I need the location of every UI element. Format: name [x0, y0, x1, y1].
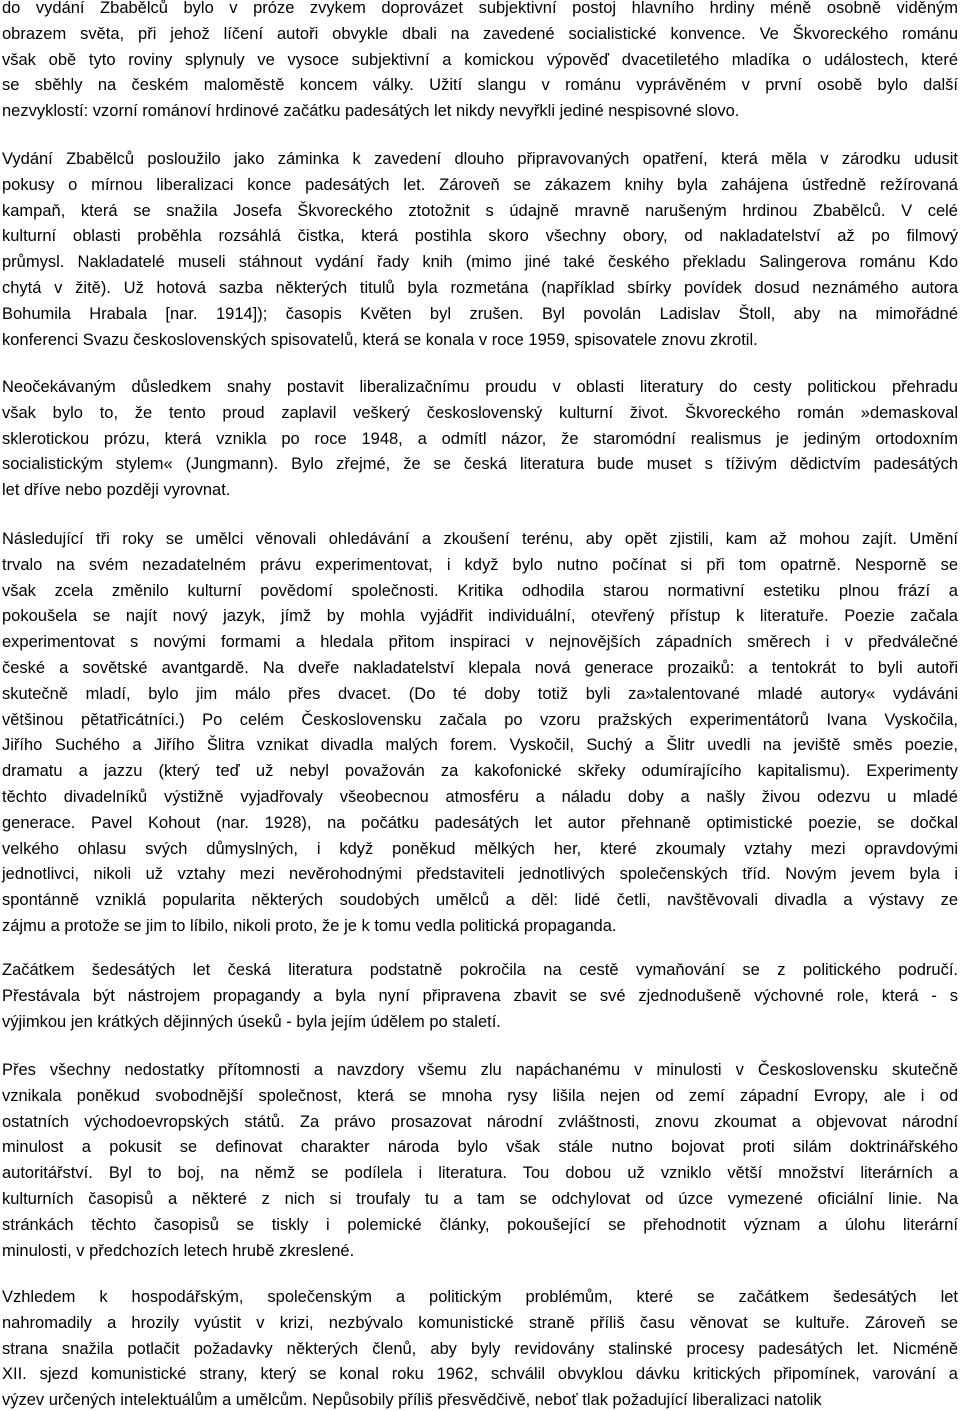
text-line: dramatu a jazzu (který teď už nebyl považován za kakofonické skřeky odumírajícího kapitalismu). Experimenty: [2, 762, 958, 781]
paragraph: [2, 527, 958, 940]
paragraph: [2, 147, 958, 353]
text-line: ostatních východoevropských států. Za právo prosazovat národní zvláštnosti, znovu zkoumat a objevovat národní: [2, 1112, 958, 1131]
text-line: Přes všechny nedostatky přítomnosti a navzdory všemu zlu napáchanému v minulosti v Československu skutečně: [2, 1061, 958, 1079]
text-line: zájmu a protože se jim to líbilo, nikoli proto, že je k tomu vedla politická propaganda.: [2, 916, 617, 935]
paragraph: [2, 1285, 958, 1411]
text-line: však obě tyto roviny splynuly ve vysoce subjektivní a komickou výpověď dvacetiletého mladíka o událostech, které: [2, 50, 958, 69]
text-line: skutečně mladí, bylo jim málo přes dvacet. (Do té doby totiž byli za»talentované mladé autory« vydáváni: [2, 684, 958, 703]
text-line: Vzhledem k hospodářským, společenským a politickým problémům, které se začátkem šedesátých let: [2, 1288, 958, 1306]
text-line: však zcela změnilo kulturní povědomí společnosti. Kritika odhodila starou normativní estetiku plnou frází a: [2, 581, 958, 600]
text-line: výjimkou jen krátkých dějinných úseků - byla jejím údělem po staletí.: [2, 1012, 501, 1031]
text-line: Vydání Zbabělců posloužilo jako záminka k zavedení dlouho připravovaných opatření, která měla v zárodku udusit: [2, 150, 958, 168]
text-line: socialistickým stylem« (Jungmann). Bylo zřejmé, že se česká literatura bude muset s tíživým dědictvím padesátých: [2, 455, 958, 474]
text-line: do vydání Zbabělců bylo v próze zvykem doprovázet subjektivní postoj hlavního hrdiny méně osobně viděným: [2, 0, 958, 17]
text-line: let dříve nebo později vyrovnat.: [2, 481, 231, 500]
text-line: chytá v žitě). Už hotová sazba některých titulů byla rozmetána (například sbírky povídek dosud neznámého autora: [2, 278, 958, 297]
paragraph: [2, 375, 958, 504]
text-line: jednotlivci, nikoli už vztahy mezi nevěrohodnými představiteli jednotlivých společenských tříd. Novým jevem byla i: [2, 865, 958, 884]
text-line: XII. sjezd komunistické strany, který se konal roku 1962, schválil obvyklou dávku kritických připomínek, varování a: [2, 1365, 958, 1384]
text-line: se sběhly na českém maloměstě koncem války. Užití slangu v románu vyprávěném v první osobě bylo další: [2, 76, 958, 95]
text-line: experimentovat s novými formami a hledala přitom inspiraci v nejnovějších západních směrech i v předválečné: [2, 633, 958, 652]
text-line: však bylo to, že tento proud zaplavil veškerý československý kulturní život. Škvoreckého román »demaskoval: [2, 403, 958, 422]
text-line: nahromadily a hrozily vyústit v krizi, nezbývalo komunistické straně příliš času věnovat se kultuře. Zároveň se: [2, 1313, 958, 1332]
text-line: Neočekávaným důsledkem snahy postavit liberalizačnímu proudu v oblasti literatury do cesty politickou přehradu: [2, 378, 958, 396]
paragraph: [2, 958, 958, 1035]
text-line: Přestávala být nástrojem propagandy a byla nyní připravena zbavit se své zjednodušeně výchovné role, která - s: [2, 986, 958, 1005]
text-line: sklerotickou prózu, která vznikla po roce 1948, a odmítl názor, že staromódní realismus je jediným ortodoxním: [2, 429, 958, 448]
text-line: pokusy o mírnou liberalizaci konce padesátých let. Zároveň se zákazem knihy byla zahájena ústředně režírovaná: [2, 175, 958, 194]
text-line: strana snažila potlačit požadavky některých členů, aby byly revidovány stalinské procesy padesátých let. Nicméně: [2, 1339, 958, 1358]
text-line: autoritářství. Byl to boj, na němž se podílela i literatura. Tou dobou už vzniklo větší množství literárních a: [2, 1164, 958, 1183]
text-line: velkého ohlasu svých důmyslných, i když poněkud mělkých her, které zkoumaly vztahy mezi opravdovými: [2, 839, 958, 858]
paragraph: [2, 1058, 958, 1264]
text-line: výzev určených intelektuálům a umělcům. Nepůsobily příliš přesvědčivě, neboť tlak požadující liberalizaci natolik: [2, 1391, 822, 1410]
text-line: konferenci Svazu československých spisovatelů, která se konala v roce 1959, spisovatele znovu zkrotil.: [2, 330, 758, 349]
text-line: kampaň, která se snažila Josefa Škvoreckého ztotožnit s údajně mravně narušeným hrdinou Zbabělců. V celé: [2, 201, 958, 220]
text-line: pokoušela se najít nový jazyk, jímž by mohla vyjádřit individuální, otevřený přístup k literatuře. Poezie začala: [2, 607, 958, 626]
text-line: minulosti, v předchozích letech hrubě zkreslené.: [2, 1241, 355, 1260]
text-line: Následující tři roky se umělci věnovali ohledávání a zkoušení terénu, aby opět zjistili, kam až mohou zajít. Umění: [2, 530, 958, 548]
text-line: těchto divadelníků výstižně vyjadřovaly všeobecnou atmosféru a náladu doby a našly živou odezvu u mladé: [2, 787, 958, 806]
text-line: trvalo na svém nezadatelném právu experimentovat, i když bylo nutno počínat si při tom opatrně. Nesporně se: [2, 555, 958, 574]
text-line: nezvyklostí: vzorní románoví hrdinové začátku padesátých let nikdy nevyřkli jediné nespisovné slovo.: [2, 102, 740, 121]
text-line: Začátkem šedesátých let česká literatura podstatně pokročila na cestě vymaňování se z politického područí.: [2, 961, 958, 979]
text-line: minulost a pokusit se definovat charakter národa bylo však stále nutno bojovat proti silám doktrinářského: [2, 1138, 958, 1157]
paragraph: [2, 0, 958, 125]
text-line: spontánně vzniklá popularita některých soudobých umělců a děl: lidé četli, navštěvovali divadla a výstavy ze: [2, 891, 958, 910]
text-line: většinou pětatřicátníci.) Po celém Československu začala po vzoru pražských experimentátorů Ivana Vyskočila,: [2, 710, 958, 729]
text-line: obrazem světa, při jehož líčení autoři obvykle dbali na zavedené socialistické konvence. Ve Škvoreckého románu: [2, 24, 958, 43]
text-line: průmysl. Nakladatelé museli stáhnout vydání řady knih (mimo jiné také českého překladu Salingerova románu Kdo: [2, 253, 958, 272]
text-line: generace. Pavel Kohout (nar. 1928), na počátku padesátých let autor přehnaně optimistické poezie, se dočkal: [2, 813, 958, 832]
text-line: kulturní oblasti proběhla rozsáhlá čistka, která postihla skoro všechny obory, od nakladatelství až po filmový: [2, 227, 958, 246]
text-line: Bohumila Hrabala [nar. 1914]); časopis Květen byl zrušen. Byl povolán Ladislav Štoll, aby na mimořádné: [2, 304, 958, 323]
text-line: vznikala poněkud svobodnější společnost, která se mnoha rysy lišila nejen od zemí západní Evropy, ale i od: [2, 1086, 958, 1105]
text-line: Jiřího Suchého a Jiřího Šlitra vznikat divadla malých forem. Vyskočil, Suchý a Šlitr uvedli na jeviště směs poezie,: [2, 736, 958, 755]
text-line: stránkách těchto časopisů se tiskly i polemické články, pokoušející se přehodnotit význam a úlohu literární: [2, 1215, 958, 1234]
text-line: české a sovětské avantgardě. Na dveře nakladatelství klepala nová generace prozaiků: a tentokrát to byli autoři: [2, 658, 958, 677]
text-line: kulturních časopisů a některé z nich si troufaly tu a tam se odchylovat od úzce vymezené oficiální linie. Na: [2, 1189, 958, 1208]
